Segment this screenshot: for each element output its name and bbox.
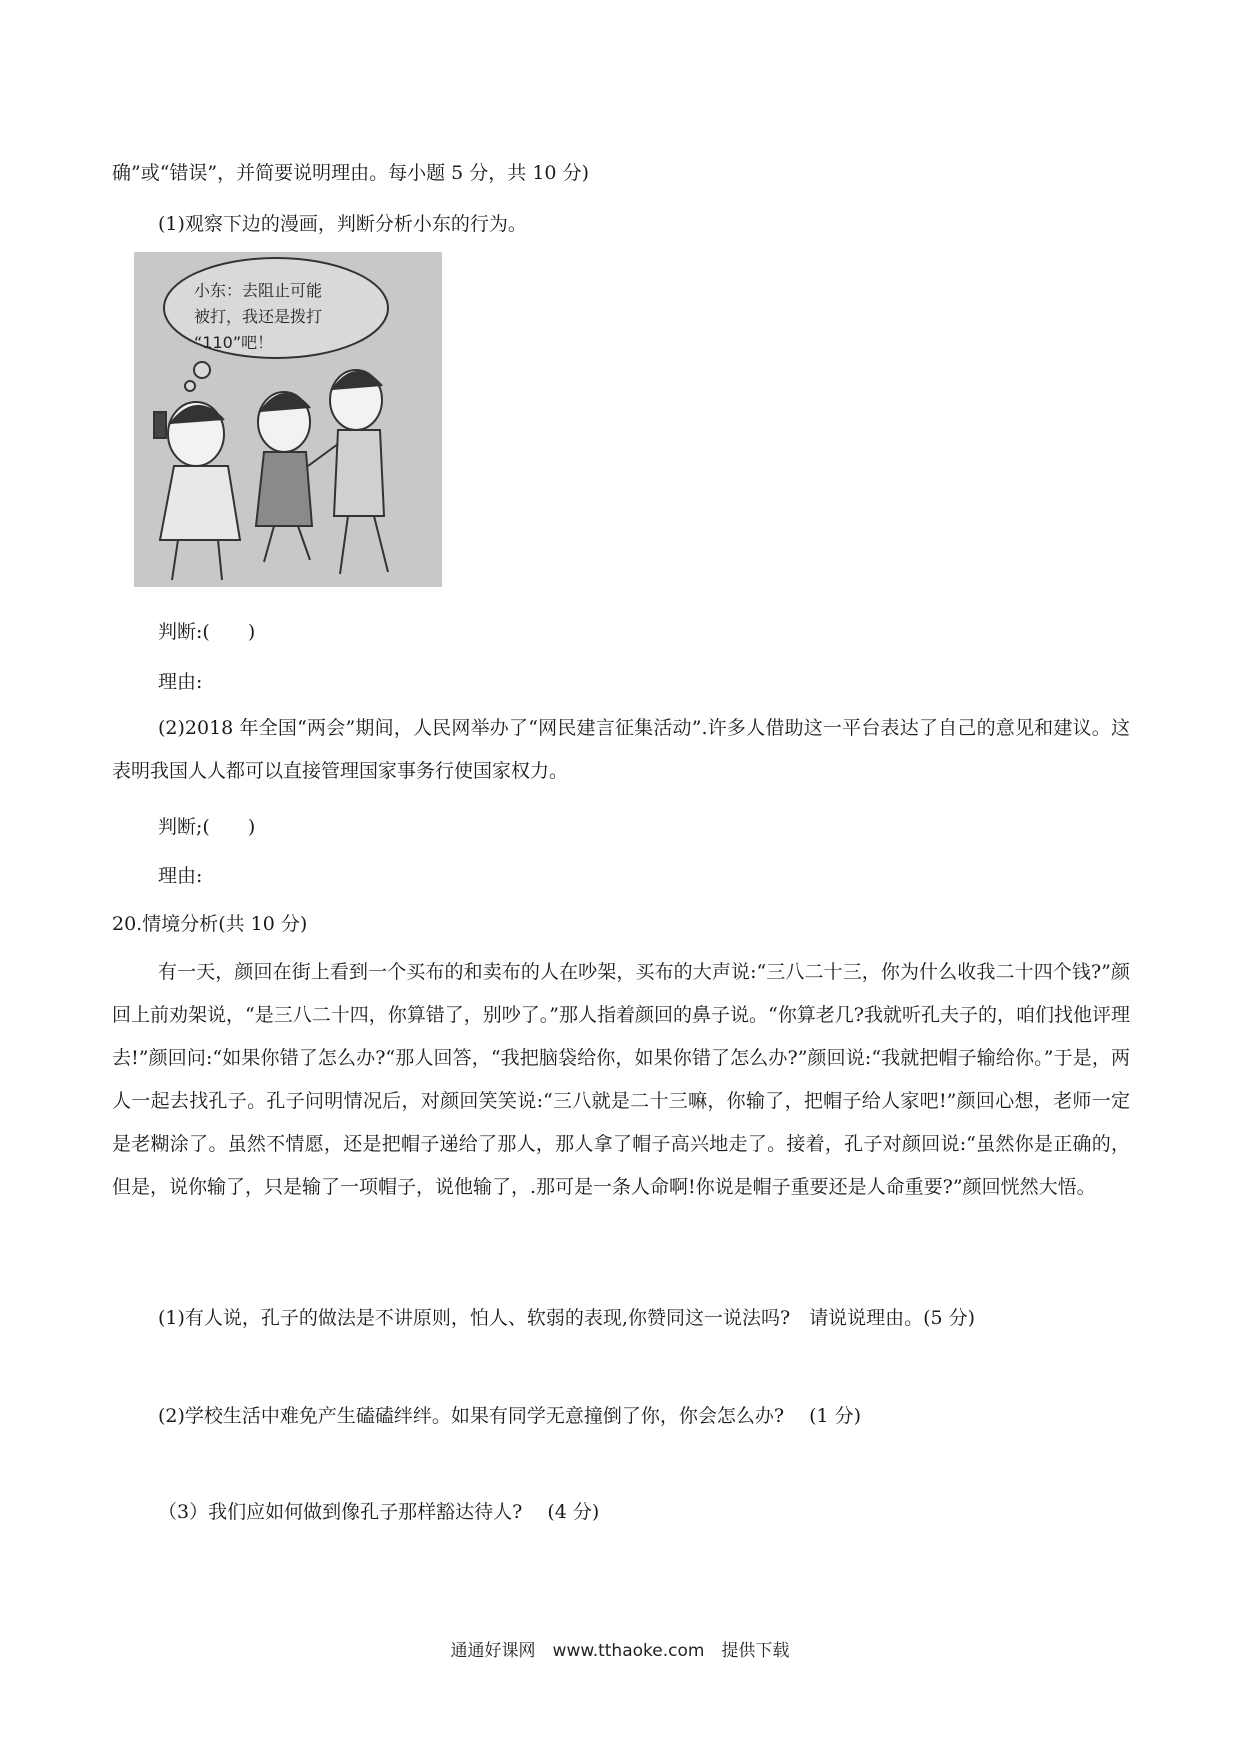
question-19-1-reason: 理由: [158, 671, 203, 693]
footer: 通通好课网 www.tthaoke.com 提供下载 [450, 1641, 790, 1661]
bubble-line-1: 小东：去阻止可能 [194, 281, 323, 300]
question-20-3: （3）我们应如何做到像孔子那样豁达待人? (4 分) [158, 1501, 600, 1523]
figure-right [308, 370, 388, 574]
bubble-line-3: “110”吧！ [194, 333, 274, 352]
question-20-story: 有一天，颜回在街上看到一个买布的和卖布的人在吵架，买布的大声说:“三八二十三，你为什么收我二十四个钱?”颜回上前劝架说，“是三八二十四，你算错了，别吵了。”那人指着颜回的鼻子说。“你算老几?我就听孔夫子的，咱们找他评理去!”颜回问:“如果你错了怎么办?“那人回答，“我把脑袋给你，如果你错了怎么办?”颜回说:“我就把帽子输给你。”于是，两人一起去找孔子。孔子问明情况后，对颜回笑笑说:“三八就是二十三嘛，你输了，把帽子给人家吧!”颜回心想，老师一定是老糊涂了。虽然不情愿，还是把帽子递给了那人，那人拿了帽子高兴地走了。接着，孔子对颜回说:“虽然你是正确的，但是，说你输了，只是输了一项帽子，说他输了，.那可是一条人命啊!你说是帽子重要还是人命重要?”颜回恍然大悟。 [112, 961, 1130, 1198]
bubble-line-2: 被打，我还是拨打 [194, 307, 323, 326]
intro-line: 确”或“错误”，并简要说明理由。每小题 5 分，共 10 分) [112, 162, 589, 184]
question-19-1-prompt: (1)观察下边的漫画，判断分析小东的行为。 [158, 213, 527, 235]
question-19-2-judge: 判断;( ) [158, 816, 256, 838]
question-19-2-text: (2)2018 年全国“两会”期间，人民网举办了“网民建言征集活动”.许多人借助这一平台表达了自己的意见和建议。这表明我国人人都可以直接管理国家事务行使国家权力。 [112, 717, 1130, 782]
question-19-1-judge: 判断:( ) [158, 621, 256, 643]
figure-middle [256, 392, 312, 562]
figure-left [154, 402, 240, 580]
question-19-2-reason: 理由: [158, 865, 203, 887]
question-20-title: 20.情境分析(共 10 分) [112, 913, 308, 935]
cartoon-image [134, 252, 442, 587]
question-20-2: (2)学校生活中难免产生磕磕绊绊。如果有同学无意撞倒了你，你会怎么办? (1 分) [158, 1405, 862, 1427]
question-20-1: (1)有人说，孔子的做法是不讲原则，怕人、软弱的表现,你赞同这一说法吗? 请说说理由。(5 分) [158, 1307, 976, 1329]
